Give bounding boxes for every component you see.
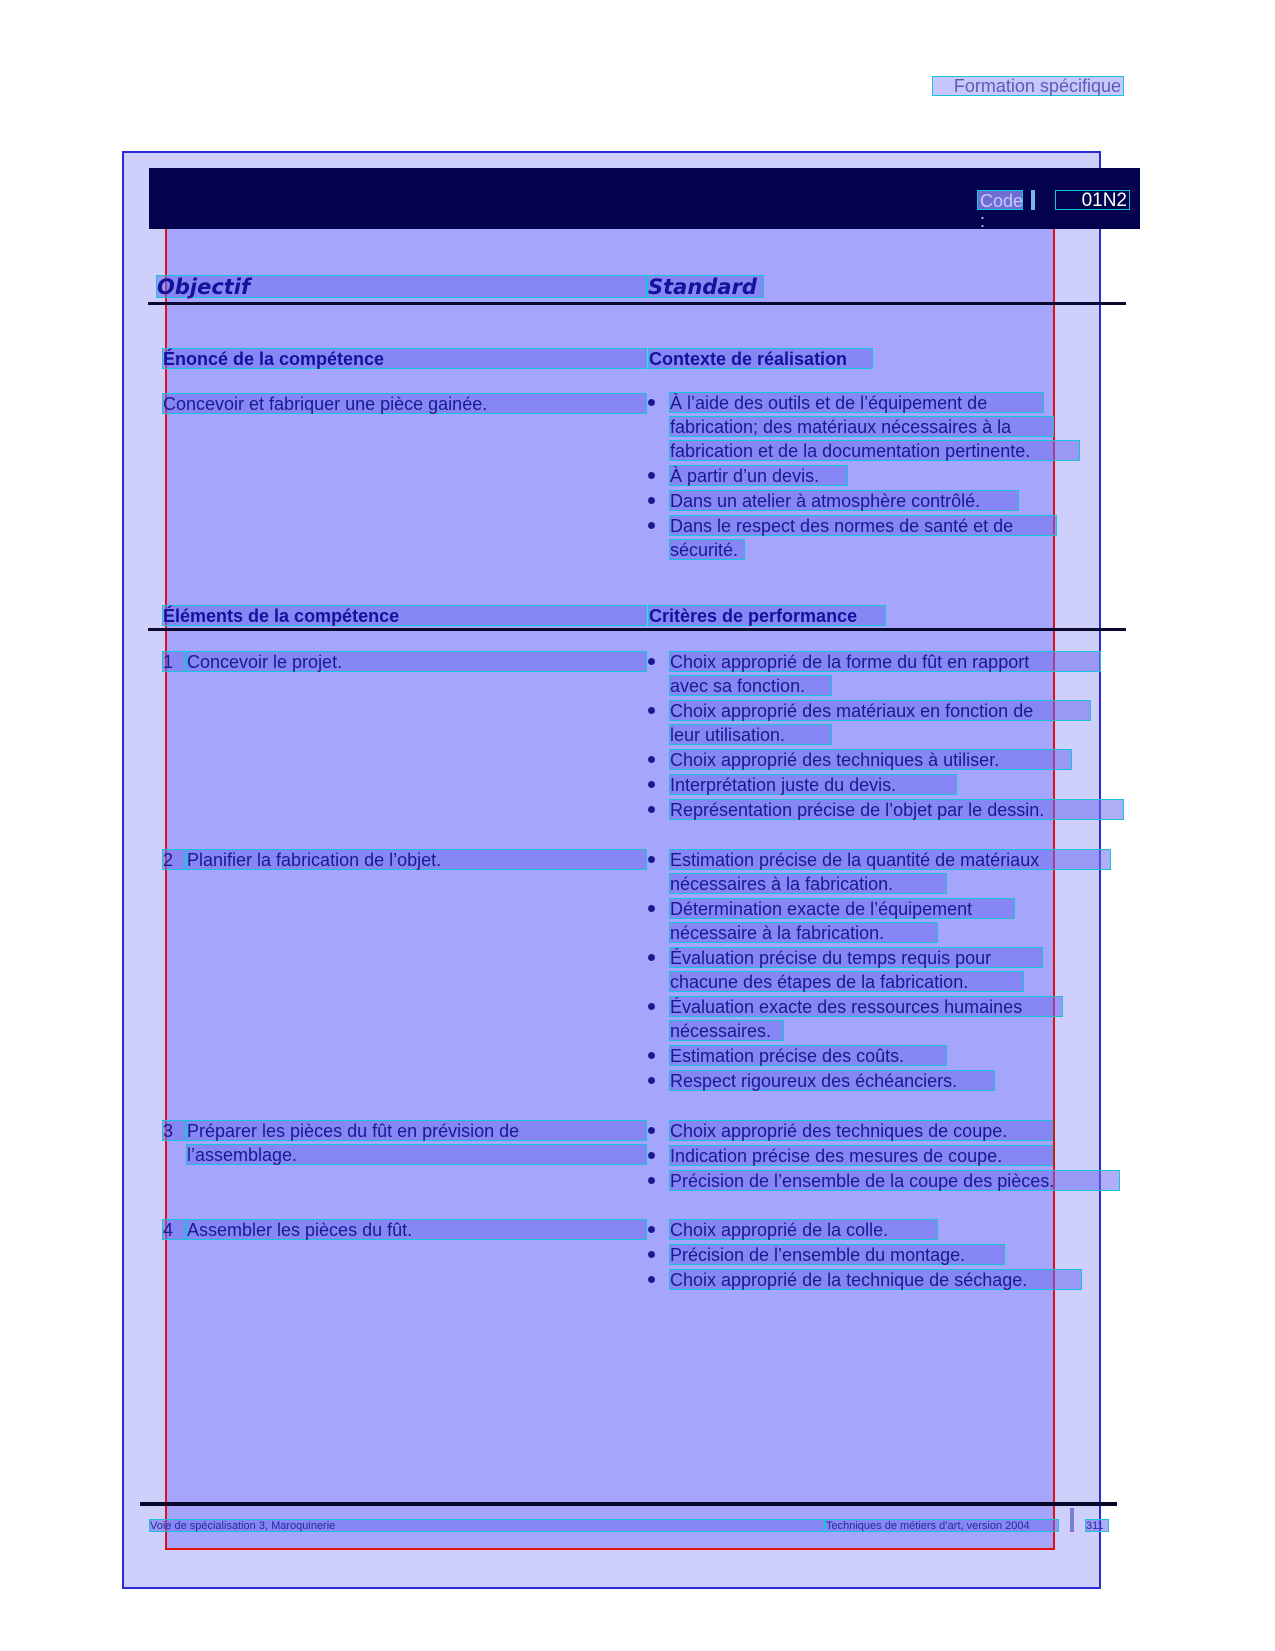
element-text: Concevoir le projet. bbox=[186, 651, 647, 672]
bullet-icon bbox=[648, 1052, 655, 1059]
criterion-line: Choix approprié de la forme du fût en rapport bbox=[669, 651, 1101, 672]
bullet-icon bbox=[648, 1226, 655, 1233]
bullet-icon bbox=[648, 1276, 655, 1283]
element-number: 3 bbox=[162, 1120, 186, 1141]
criterion-line: avec sa fonction. bbox=[669, 675, 832, 696]
bullet-icon bbox=[648, 497, 655, 504]
context-line: Dans un atelier à atmosphère contrôlé. bbox=[669, 490, 1019, 511]
criterion-line: nécessaire à la fabrication. bbox=[669, 922, 938, 943]
criterion-line: Précision de l’ensemble du montage. bbox=[669, 1244, 1005, 1265]
bullet-icon bbox=[648, 522, 655, 529]
criterion-line: Estimation précise de la quantité de matériaux bbox=[669, 849, 1111, 870]
bullet-icon bbox=[648, 781, 655, 788]
code-separator bbox=[1031, 190, 1035, 210]
criterion-line: Choix approprié de la technique de séchage. bbox=[669, 1269, 1082, 1290]
bullet-icon bbox=[648, 806, 655, 813]
element-text: l’assemblage. bbox=[186, 1144, 647, 1165]
footer-left: Voie de spécialisation 3, Maroquinerie bbox=[149, 1519, 825, 1532]
criterion-line: Choix approprié de la colle. bbox=[669, 1219, 938, 1240]
criterion-line: Choix approprié des techniques à utiliser. bbox=[669, 749, 1072, 770]
bullet-icon bbox=[648, 1127, 655, 1134]
bullet-icon bbox=[648, 707, 655, 714]
criterion-line: Interprétation juste du devis. bbox=[669, 774, 957, 795]
element-text: Assembler les pièces du fût. bbox=[186, 1219, 647, 1240]
criterion-line: leur utilisation. bbox=[669, 724, 832, 745]
column-title-standard: Standard bbox=[647, 275, 764, 298]
criterion-line: Choix approprié des techniques de coupe. bbox=[669, 1120, 1053, 1141]
criterion-line: Évaluation exacte des ressources humaines bbox=[669, 996, 1063, 1017]
title-rule bbox=[148, 302, 1126, 305]
page-number: 311 bbox=[1085, 1519, 1109, 1532]
code-label: Code : bbox=[977, 190, 1023, 210]
criterion-line: Respect rigoureux des échéanciers. bbox=[669, 1070, 995, 1091]
criterion-line: chacune des étapes de la fabrication. bbox=[669, 971, 1024, 992]
criterion-line: Évaluation précise du temps requis pour bbox=[669, 947, 1043, 968]
column-title-objectif: Objectif bbox=[156, 275, 647, 298]
criterion-line: Représentation précise de l’objet par le dessin. bbox=[669, 799, 1124, 820]
footer-rule bbox=[140, 1502, 1117, 1506]
bullet-icon bbox=[648, 756, 655, 763]
code-value: 01N2 bbox=[1055, 190, 1130, 210]
element-text: Planifier la fabrication de l’objet. bbox=[186, 849, 647, 870]
criterion-line: Détermination exacte de l’équipement bbox=[669, 898, 1015, 919]
element-number: 2 bbox=[162, 849, 186, 870]
element-number: 4 bbox=[162, 1219, 186, 1240]
element-number: 1 bbox=[162, 651, 186, 672]
context-line: fabrication et de la documentation pertinente. bbox=[669, 440, 1080, 461]
bullet-icon bbox=[648, 954, 655, 961]
context-line: sécurité. bbox=[669, 539, 745, 560]
competence-statement: Concevoir et fabriquer une pièce gainée. bbox=[162, 393, 647, 414]
footer-separator bbox=[1070, 1508, 1074, 1532]
running-head: Formation spécifique bbox=[932, 76, 1124, 96]
bullet-icon bbox=[648, 658, 655, 665]
criterion-line: nécessaires. bbox=[669, 1020, 784, 1041]
bullet-icon bbox=[648, 1251, 655, 1258]
elements-rule bbox=[148, 628, 1126, 631]
context-line: Dans le respect des normes de santé et de bbox=[669, 515, 1057, 536]
bullet-icon bbox=[648, 1177, 655, 1184]
context-line: fabrication; des matériaux nécessaires à la bbox=[669, 416, 1054, 437]
bullet-icon bbox=[648, 399, 655, 406]
criterion-line: Choix approprié des matériaux en fonction de bbox=[669, 700, 1091, 721]
heading-enonce: Énoncé de la compétence bbox=[162, 348, 647, 369]
element-text: Préparer les pièces du fût en prévision de bbox=[186, 1120, 647, 1141]
criterion-line: Précision de l’ensemble de la coupe des pièces. bbox=[669, 1170, 1120, 1191]
context-line: À partir d’un devis. bbox=[669, 465, 848, 486]
context-line: À l’aide des outils et de l’équipement de bbox=[669, 392, 1044, 413]
heading-contexte: Contexte de réalisation bbox=[648, 348, 873, 369]
bullet-icon bbox=[648, 1077, 655, 1084]
criterion-line: Estimation précise des coûts. bbox=[669, 1045, 947, 1066]
heading-criteres: Critères de performance bbox=[648, 605, 886, 626]
criterion-line: nécessaires à la fabrication. bbox=[669, 873, 947, 894]
footer-right: Techniques de métiers d’art, version 2004 bbox=[825, 1519, 1059, 1532]
bullet-icon bbox=[648, 1152, 655, 1159]
criterion-line: Indication précise des mesures de coupe. bbox=[669, 1145, 1053, 1166]
bullet-icon bbox=[648, 472, 655, 479]
bullet-icon bbox=[648, 856, 655, 863]
heading-elements: Éléments de la compétence bbox=[162, 605, 647, 626]
bullet-icon bbox=[648, 1003, 655, 1010]
bullet-icon bbox=[648, 905, 655, 912]
